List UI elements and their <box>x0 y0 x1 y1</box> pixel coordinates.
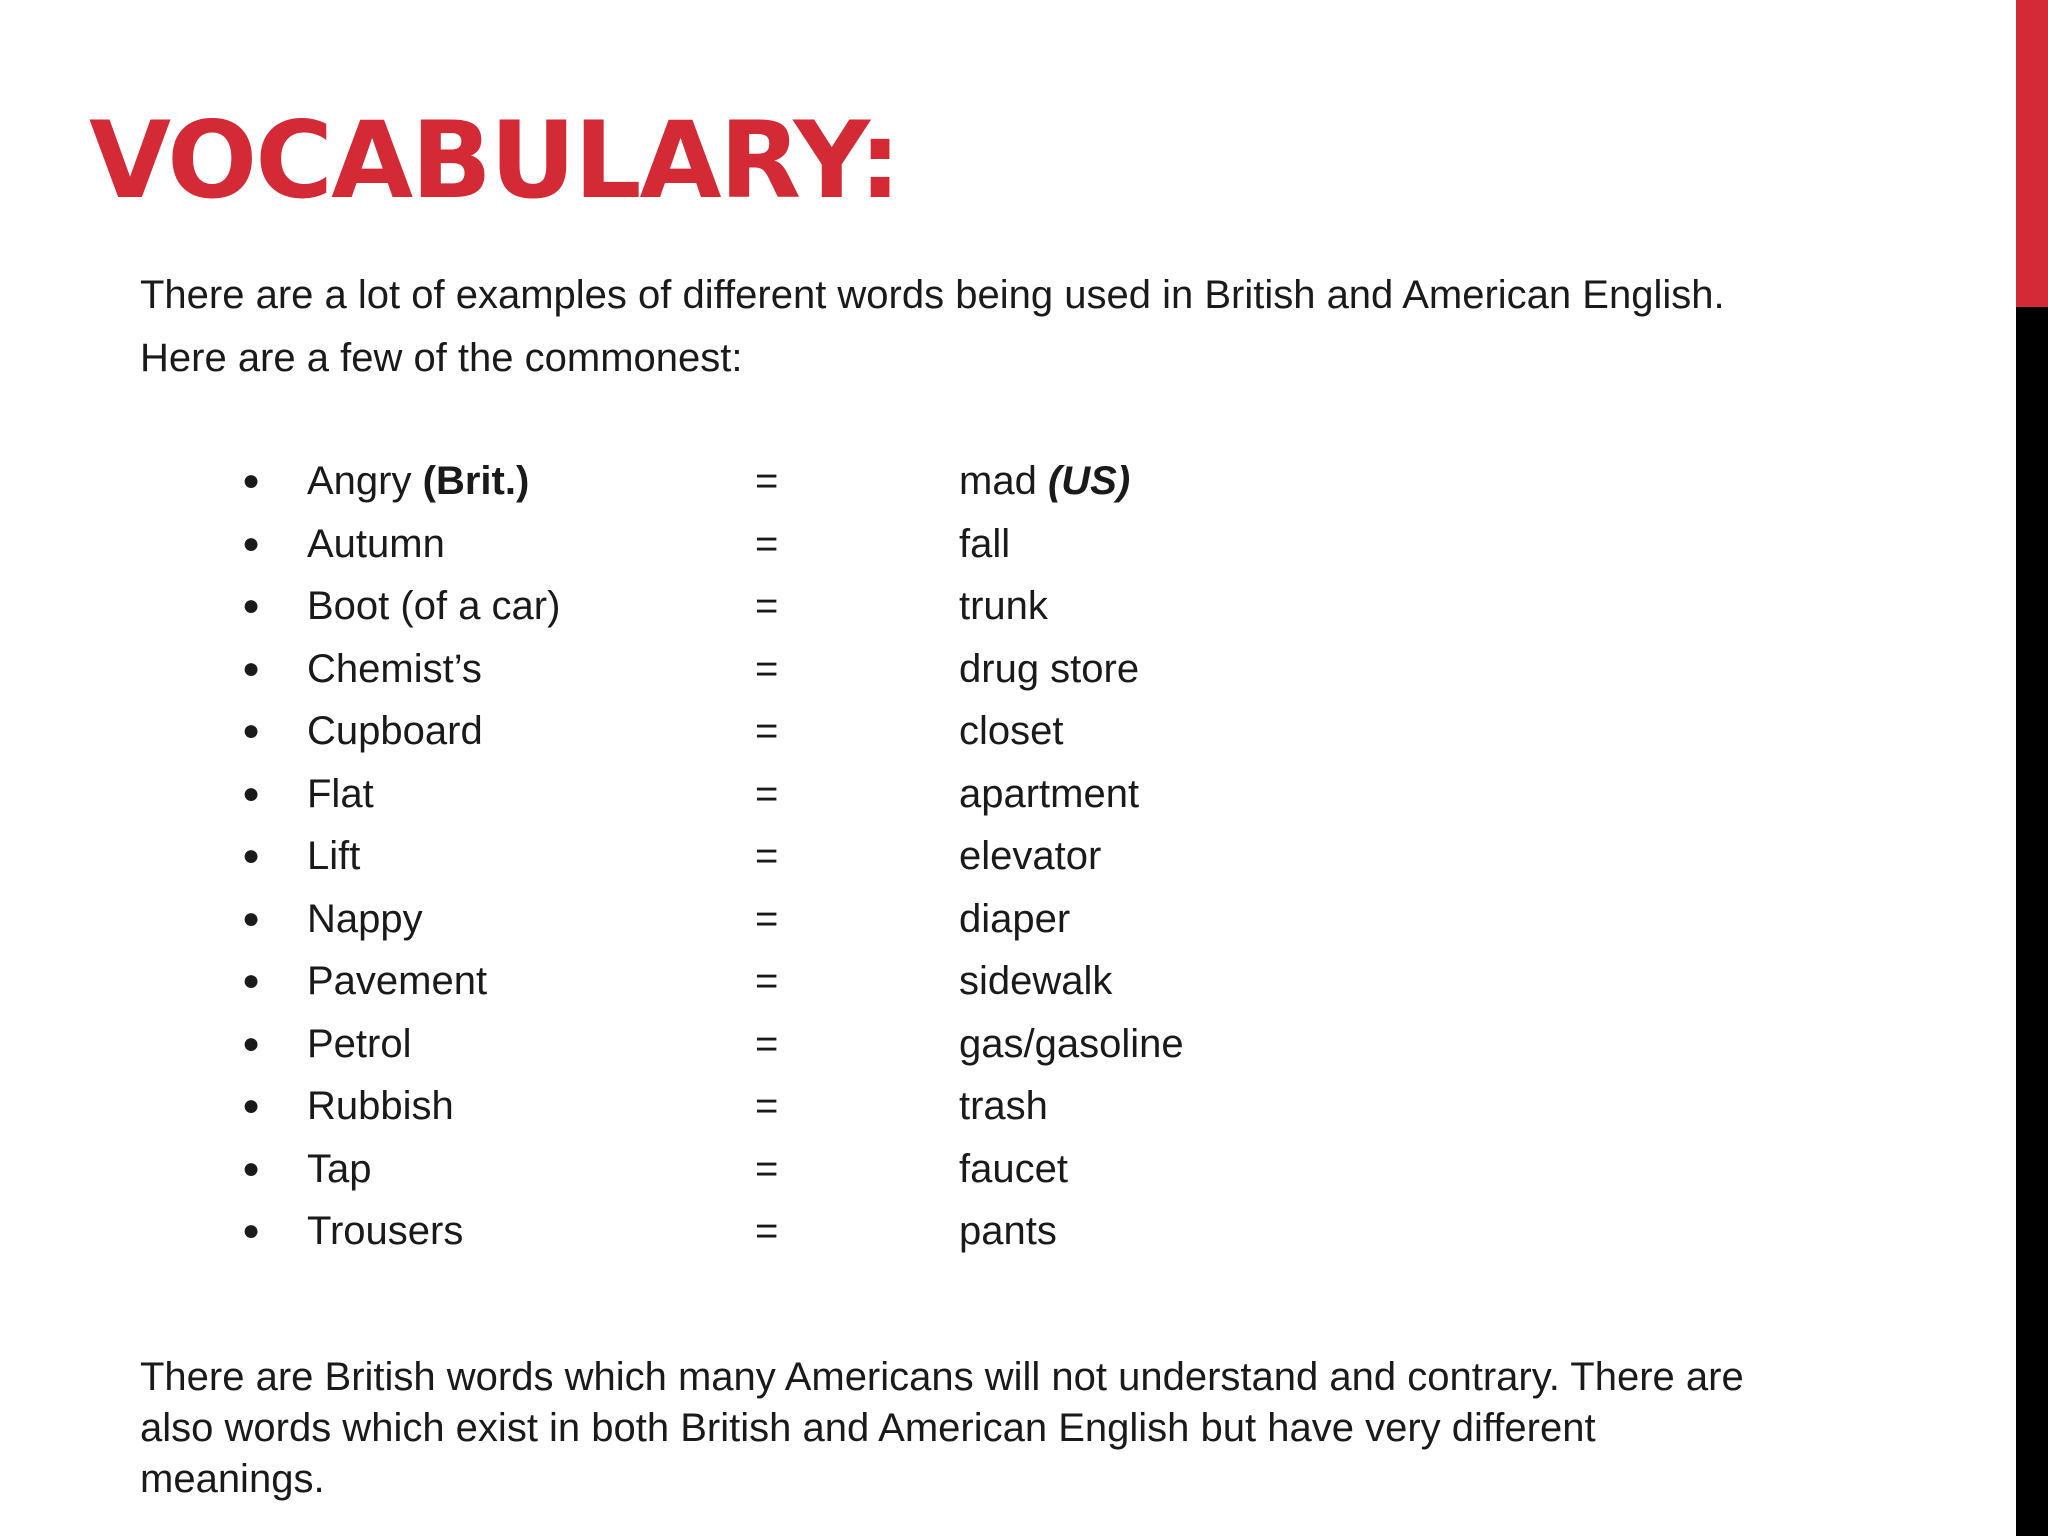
intro-paragraph <box>140 264 1980 390</box>
british-tag: (Brit.) <box>422 459 530 503</box>
bullet-icon: ● <box>242 1089 261 1122</box>
american-term <box>959 825 1101 888</box>
american-word: pants <box>959 1209 1057 1253</box>
vocab-row <box>0 888 1400 951</box>
outro-line-1: There are British words which many Americans will not understand and contrary. There are <box>140 1355 1744 1399</box>
equals-sign: = <box>755 1084 779 1128</box>
american-word: faucet <box>959 1146 1068 1191</box>
american-term <box>959 575 1048 638</box>
american-term <box>959 763 1139 826</box>
american-tag: (US) <box>1047 459 1131 503</box>
american-word: mad <box>959 459 1037 503</box>
bullet-icon: ● <box>242 1151 261 1185</box>
vocab-row <box>0 1075 1400 1138</box>
bullet-icon: ● <box>242 1214 261 1247</box>
american-term <box>959 1138 1068 1201</box>
american-term <box>959 638 1139 701</box>
equals-sign: = <box>755 459 779 503</box>
accent-bar-red <box>2016 0 2048 307</box>
vocab-row <box>0 1138 1400 1201</box>
american-term <box>959 1013 1184 1076</box>
british-term <box>307 1013 412 1076</box>
vocab-row <box>0 1013 1400 1076</box>
british-term <box>307 575 560 638</box>
bullet-icon: ● <box>242 964 261 997</box>
equals-sign: = <box>755 1146 779 1191</box>
equals-sign: = <box>755 959 779 1003</box>
british-term <box>307 1075 454 1138</box>
american-word: trunk <box>959 584 1048 628</box>
british-word: Rubbish <box>307 1084 454 1128</box>
american-word: gas/gasoline <box>959 1021 1184 1066</box>
british-word: Tap <box>307 1146 372 1191</box>
british-word: Petrol <box>307 1021 412 1066</box>
american-term <box>959 888 1070 951</box>
american-term <box>959 1075 1048 1138</box>
american-word: fall <box>959 521 1011 566</box>
british-term <box>307 1200 463 1263</box>
american-term <box>959 513 1010 576</box>
british-term <box>307 825 360 888</box>
american-term <box>959 950 1112 1013</box>
bullet-icon: ● <box>242 776 261 810</box>
intro-line-2: Here are a few of the commonest: <box>140 336 743 380</box>
american-term <box>959 700 1064 763</box>
intro-line-1: There are a lot of examples of different words being used in British and American English. <box>140 273 1725 317</box>
british-term <box>307 638 482 701</box>
bullet-icon: ● <box>242 651 261 685</box>
british-term <box>307 763 374 826</box>
equals-sign: = <box>755 521 779 566</box>
vocab-row <box>0 763 1400 826</box>
equals-sign: = <box>755 771 779 816</box>
equals-sign: = <box>755 646 779 691</box>
bullet-icon: ● <box>242 464 261 497</box>
bullet-icon: ● <box>242 901 261 935</box>
american-term <box>959 1200 1057 1263</box>
american-word: diaper <box>959 896 1071 941</box>
accent-bar-black <box>2016 307 2048 1536</box>
british-word: Angry <box>307 459 412 503</box>
british-word: Boot (of a car) <box>307 584 561 628</box>
vocab-row <box>0 825 1400 888</box>
american-word: sidewalk <box>959 959 1113 1003</box>
british-word: Pavement <box>307 959 488 1003</box>
bullet-icon: ● <box>242 839 261 872</box>
british-word: Nappy <box>307 896 423 941</box>
british-word: Cupboard <box>307 709 483 753</box>
british-word: Chemist’s <box>307 646 482 691</box>
equals-sign: = <box>755 834 779 878</box>
equals-sign: = <box>755 1021 779 1066</box>
vocab-row <box>0 1200 1400 1263</box>
equals-sign: = <box>755 1209 779 1253</box>
british-term <box>307 513 445 576</box>
vocab-row <box>0 700 1400 763</box>
bullet-icon: ● <box>242 714 261 747</box>
british-word: Lift <box>307 834 361 878</box>
british-word: Flat <box>307 771 374 816</box>
bullet-icon: ● <box>242 589 261 622</box>
equals-sign: = <box>755 584 779 628</box>
slide-title: VOCABULARY: <box>89 99 900 222</box>
british-term <box>307 1138 372 1201</box>
vocab-row <box>0 575 1400 638</box>
british-word: Trousers <box>307 1209 464 1253</box>
british-term <box>307 700 483 763</box>
american-word: closet <box>959 709 1064 753</box>
vocabulary-list <box>0 450 1400 1263</box>
bullet-icon: ● <box>242 526 261 560</box>
british-term <box>307 450 529 513</box>
bullet-icon: ● <box>242 1026 261 1060</box>
vocab-row <box>0 513 1400 576</box>
equals-sign: = <box>755 709 779 753</box>
american-term <box>959 450 1130 513</box>
american-word: elevator <box>959 834 1102 878</box>
american-word: apartment <box>959 771 1140 816</box>
vocab-row <box>0 450 1400 513</box>
vocab-row <box>0 950 1400 1013</box>
american-word: trash <box>959 1084 1048 1128</box>
british-term <box>307 950 487 1013</box>
vocab-row <box>0 638 1400 701</box>
outro-line-3: meanings. <box>140 1457 325 1501</box>
equals-sign: = <box>755 896 779 941</box>
outro-paragraph <box>140 1352 1970 1505</box>
british-term <box>307 888 423 951</box>
british-word: Autumn <box>307 521 445 566</box>
outro-line-2: also words which exist in both British and American English but have very different <box>140 1406 1596 1450</box>
american-word: drug store <box>959 646 1140 691</box>
